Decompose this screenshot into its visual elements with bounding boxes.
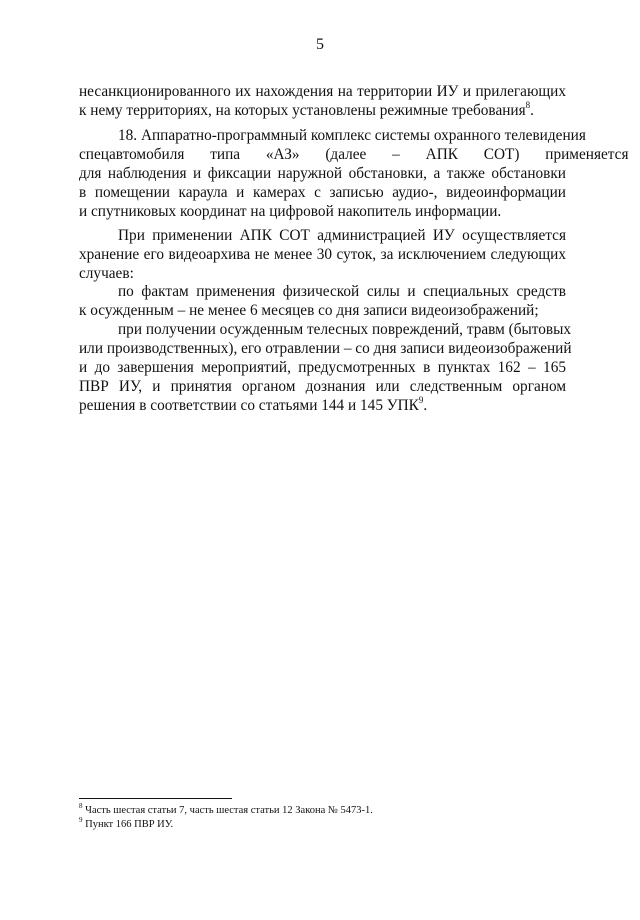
text-line: [118, 282, 566, 301]
footnote-mark: 8: [79, 801, 83, 810]
line-text: для наблюдения и фиксации наружной обстановки, а также обстановки: [79, 165, 566, 182]
line-text: решения в соответствии со статьями 144 и 145 УПК: [79, 397, 419, 414]
footnote-ref: 8: [525, 99, 531, 110]
text-line: [79, 377, 566, 396]
text-line: [118, 320, 572, 339]
text-line: [79, 202, 566, 221]
line-text: к осужденным – не менее 6 месяцев со дня записи видеоизображений;: [79, 302, 539, 319]
text-line: [79, 145, 629, 164]
line-text: и до завершения мероприятий, предусмотренных в пунктах 162 – 165: [79, 359, 566, 376]
text-line: [118, 126, 586, 145]
line-text: по фактам применения физической силы и специальных средств: [118, 283, 566, 300]
line-text: при получении осужденным телесных повреждений, травм (бытовых: [118, 321, 572, 338]
line-text: и спутниковых координат на цифровой накопитель информации.: [79, 203, 502, 220]
page-number: 5: [316, 36, 324, 53]
text-line: [79, 82, 566, 101]
footnote: [79, 801, 373, 817]
line-end: .: [530, 102, 534, 119]
text-line: [79, 301, 566, 320]
line-text: спецавтомобиля типа «АЗ» (далее – АПК СОТ) применяется: [79, 146, 629, 163]
line-end: .: [423, 397, 428, 414]
text-line: [79, 396, 566, 415]
line-text: или производственных), его отравлении – со дня записи видеоизображений: [79, 340, 572, 357]
text-line: [79, 164, 566, 183]
text-line: [79, 183, 566, 202]
line-text: случаев:: [79, 265, 134, 282]
line-text: хранение его видеоархива не менее 30 суток, за исключением следующих: [79, 246, 566, 263]
text-line: [118, 226, 566, 245]
footnote: [79, 815, 174, 831]
line-text: При применении АПК СОТ администрацией ИУ осуществляется: [118, 227, 566, 244]
footnote-ref: 9: [418, 394, 424, 405]
line-text: в помещении караула и камерах с записью аудио-, видеоинформации: [79, 184, 566, 201]
footnote-text: Пункт 166 ПВР ИУ.: [85, 819, 174, 830]
footnote-mark: 9: [79, 815, 83, 824]
line-text: 18. Аппаратно-программный комплекс системы охранного телевидения: [118, 127, 586, 144]
line-text: к нему территориях, на которых установлены режимные требования: [79, 102, 526, 119]
text-line: [79, 101, 566, 120]
footnote-text: Часть шестая статьи 7, часть шестая статьи 12 Закона № 5473-1.: [85, 805, 373, 816]
text-line: [79, 358, 566, 377]
footnote-divider: [79, 798, 232, 799]
text-line: [79, 245, 566, 264]
line-text: несанкционированного их нахождения на территории ИУ и прилегающих: [79, 83, 566, 100]
text-line: [79, 339, 572, 358]
line-text: ПВР ИУ, и принятия органом дознания или следственным органом: [79, 378, 566, 395]
text-line: [79, 264, 566, 283]
